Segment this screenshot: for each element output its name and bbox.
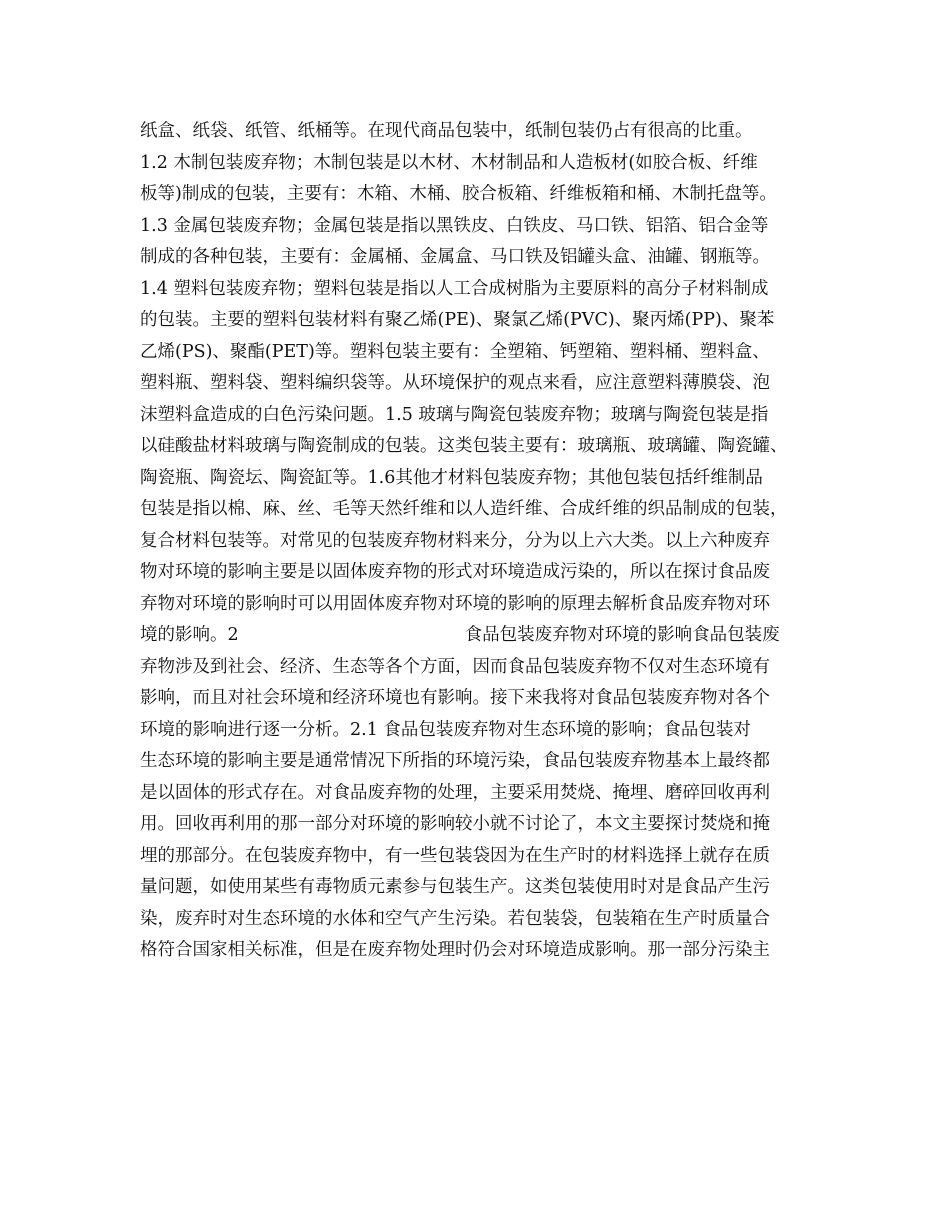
text-line: 量问题，如使用某些有毒物质元素参与包装生产。这类包装使用时对是食品产生污 xyxy=(140,877,770,897)
text-line: 弃物对环境的影响时可以用固体废弃物对环境的影响的原理去解析食品废弃物对环 xyxy=(140,593,770,614)
text-line: 纸盒、纸袋、纸管、纸桶等。在现代商品包装中，纸制包装仍占有很高的比重。 xyxy=(140,121,753,141)
text-line-split xyxy=(140,620,840,652)
text-line: 以硅酸盐材料玻璃与陶瓷制成的包装。这类包装主要有：玻璃瓶、玻璃罐、陶瓷罐、 xyxy=(140,436,788,456)
text-line: 环境的影响进行逐一分析。2.1 食品包装废弃物对生态环境的影响；食品包装对 xyxy=(140,719,751,740)
text-line: 复合材料包装等。对常见的包装废弃物材料来分，分为以上六大类。以上六种废弃 xyxy=(140,530,770,551)
text-line: 埋的那部分。在包装废弃物中，有一些包装袋因为在生产时的材料选择上就存在质 xyxy=(140,845,770,866)
text-line: 1.3 金属包装废弃物；金属包装是指以黑铁皮、白铁皮、马口铁、铝箔、铝合金等 xyxy=(140,215,769,236)
text-line: 包装是指以棉、麻、丝、毛等天然纤维和以人造纤维、合成纤维的织品制成的包装， xyxy=(140,499,788,519)
text-line: 1.4 塑料包装废弃物；塑料包装是指以人工合成树脂为主要原料的高分子材料制成 xyxy=(140,278,769,299)
text-line: 板等)制成的包装，主要有：木箱、木桶、胶合板箱、纤维板箱和桶、木制托盘等。 xyxy=(140,184,777,204)
text-line: 是以固体的形式存在。对食品废弃物的处理，主要采用焚烧、掩埋、磨碎回收再利 xyxy=(140,782,770,803)
text-line: 制成的各种包装，主要有：金属桶、金属盒、马口铁及铝罐头盒、油罐、钢瓶等。 xyxy=(140,247,770,267)
text-line-end: 食品包装废弃物对环境的影响食品包装废 xyxy=(464,625,780,645)
text-line-start: 境的影响。2 xyxy=(140,625,239,645)
text-line: 弃物涉及到社会、经济、生态等各个方面，因而食品包装废弃物不仅对生态环境有 xyxy=(140,656,770,677)
text-line: 格符合国家相关标准，但是在废弃物处理时仍会对环境造成影响。那一部分污染主 xyxy=(140,940,770,960)
text-line: 的包装。主要的塑料包装材料有聚乙烯(PE)、聚氯乙烯(PVC)、聚丙烯(PP)、聚苯 xyxy=(140,310,775,330)
text-line: 1.2 木制包装废弃物；木制包装是以木材、木材制品和人造板材(如胶合板、纤维 xyxy=(140,152,758,173)
text-line: 物对环境的影响主要是以固体废弃物的形式对环境造成污染的，所以在探讨食品废 xyxy=(140,562,770,582)
text-line: 影响，而且对社会环境和经济环境也有影响。接下来我将对食品包装废弃物对各个 xyxy=(140,688,770,708)
text-line: 陶瓷瓶、陶瓷坛、陶瓷缸等。1.6其他才材料包装废弃物；其他包装包括纤维制品 xyxy=(140,467,763,488)
text-line: 用。回收再利用的那一部分对环境的影响较小就不讨论了，本文主要探讨焚烧和掩 xyxy=(140,814,770,834)
document-body xyxy=(140,116,840,967)
text-line: 塑料瓶、塑料袋、塑料编织袋等。从环境保护的观点来看，应注意塑料薄膜袋、泡 xyxy=(140,373,770,393)
text-line: 沫塑料盒造成的白色污染问题。1.5 玻璃与陶瓷包装废弃物；玻璃与陶瓷包装是指 xyxy=(140,404,769,425)
text-line: 生态环境的影响主要是通常情况下所指的环境污染，食品包装废弃物基本上最终都 xyxy=(140,751,770,771)
text-line: 染，废弃时对生态环境的水体和空气产生污染。若包装袋，包装箱在生产时质量合 xyxy=(140,908,770,929)
text-line: 乙烯(PS)、聚酯(PET)等。塑料包装主要有：全塑箱、钙塑箱、塑料桶、塑料盒、 xyxy=(140,341,770,362)
